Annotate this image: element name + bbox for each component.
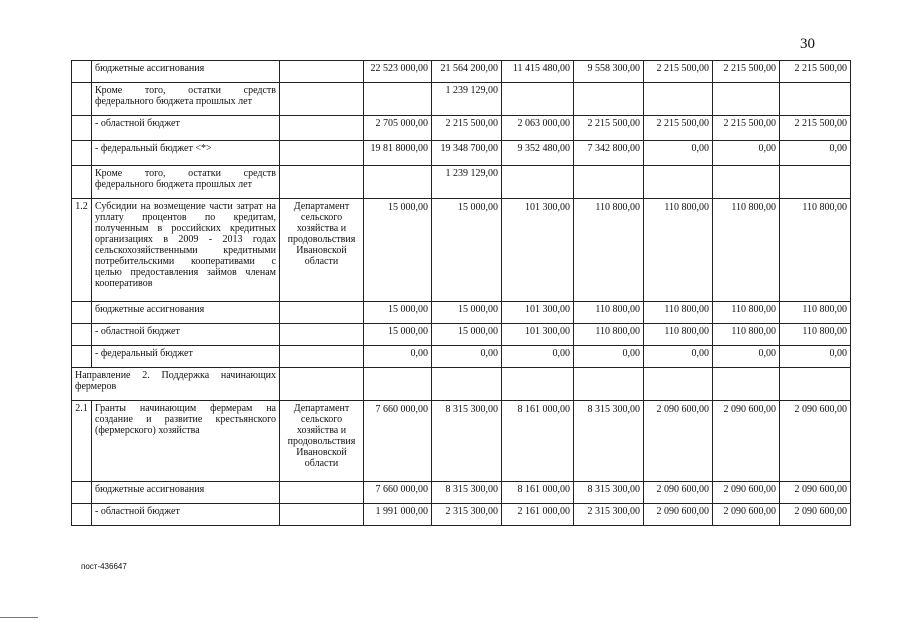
row-label: - областной бюджет: [92, 324, 280, 346]
row-label: Кроме того, остатки средств федерального бюджета прошлых лет: [92, 83, 280, 116]
cell-value: 9 558 300,00: [574, 61, 644, 83]
cell-value: 8 161 000,00: [502, 401, 574, 482]
cell-value: 2 090 600,00: [713, 504, 780, 526]
page-number: 30: [800, 36, 815, 52]
table-row: [72, 83, 851, 116]
cell-value: 0,00: [574, 346, 644, 368]
table-row: [72, 302, 851, 324]
table-row: [72, 166, 851, 199]
cell-value: 0,00: [713, 346, 780, 368]
scan-artifact: [0, 617, 38, 618]
cell-value: 2 090 600,00: [644, 401, 713, 482]
row-label: бюджетные ассигнования: [92, 482, 280, 504]
cell-value: 19 81 8000,00: [364, 141, 432, 166]
cell-value: 101 300,00: [502, 199, 574, 302]
row-label: - федеральный бюджет <*>: [92, 141, 280, 166]
row-label: Кроме того, остатки средств федерального бюджета прошлых лет: [92, 166, 280, 199]
cell-value: 0,00: [713, 141, 780, 166]
cell-value: 2 063 000,00: [502, 116, 574, 141]
cell-value: 2 215 500,00: [644, 61, 713, 83]
budget-table: [71, 60, 851, 526]
table-row: [72, 504, 851, 526]
cell-value: 8 315 300,00: [432, 401, 502, 482]
cell-value: 8 315 300,00: [574, 482, 644, 504]
section-heading: Направление 2. Поддержка начинающих фермеров: [72, 368, 280, 401]
table-row: [72, 141, 851, 166]
cell-value: 2 090 600,00: [780, 401, 851, 482]
cell-value: 7 660 000,00: [364, 401, 432, 482]
cell-value: 2 090 600,00: [780, 504, 851, 526]
cell-value: 110 800,00: [644, 324, 713, 346]
cell-value: 2 090 600,00: [644, 482, 713, 504]
responsible-org: Департамент сельского хозяйства и продовольствия Ивановской области: [280, 401, 364, 482]
table-row: [72, 482, 851, 504]
cell-value: 15 000,00: [432, 324, 502, 346]
cell-value: 2 215 500,00: [713, 61, 780, 83]
cell-value: 8 315 300,00: [432, 482, 502, 504]
cell-value: 19 348 700,00: [432, 141, 502, 166]
cell-value: 2 215 500,00: [432, 116, 502, 141]
table-row: [72, 199, 851, 302]
table-row: [72, 368, 851, 401]
cell-value: 7 660 000,00: [364, 482, 432, 504]
table-row: [72, 116, 851, 141]
cell-value: 110 800,00: [713, 302, 780, 324]
cell-value: 11 415 480,00: [502, 61, 574, 83]
cell-value: 0,00: [644, 346, 713, 368]
cell-value: 110 800,00: [574, 324, 644, 346]
cell-value: 2 215 500,00: [574, 116, 644, 141]
cell-value: 110 800,00: [713, 324, 780, 346]
cell-value: 101 300,00: [502, 302, 574, 324]
cell-value: 1 991 000,00: [364, 504, 432, 526]
table-row: [72, 61, 851, 83]
footer-code: пост-436647: [81, 562, 127, 571]
cell-value: 110 800,00: [644, 302, 713, 324]
cell-value: 1 239 129,00: [432, 83, 502, 116]
table-row: [72, 324, 851, 346]
cell-value: 9 352 480,00: [502, 141, 574, 166]
cell-value: 1 239 129,00: [432, 166, 502, 199]
cell-value: 0,00: [780, 346, 851, 368]
cell-value: 0,00: [644, 141, 713, 166]
table-row: [72, 401, 851, 482]
cell-value: 101 300,00: [502, 324, 574, 346]
row-index: 2.1: [72, 401, 92, 482]
cell-value: 0,00: [502, 346, 574, 368]
table-row: [72, 346, 851, 368]
row-label: - областной бюджет: [92, 504, 280, 526]
cell-value: 22 523 000,00: [364, 61, 432, 83]
row-index: 1.2: [72, 199, 92, 302]
cell-value: 8 315 300,00: [574, 401, 644, 482]
cell-value: 15 000,00: [364, 199, 432, 302]
cell-value: 8 161 000,00: [502, 482, 574, 504]
cell-value: 7 342 800,00: [574, 141, 644, 166]
cell-value: 2 090 600,00: [713, 482, 780, 504]
cell-value: 15 000,00: [432, 199, 502, 302]
cell-value: 15 000,00: [432, 302, 502, 324]
cell-value: 2 090 600,00: [780, 482, 851, 504]
cell-value: 2 215 500,00: [713, 116, 780, 141]
cell-value: 2 090 600,00: [713, 401, 780, 482]
row-label: - федеральный бюджет: [92, 346, 280, 368]
row-label: Субсидии на возмещение части затрат на уплату процентов по кредитам, полученным в российских кредитных организациях в 2009 - 2013 годах сельскохозяйственными кредитными потребительскими кооперативами с целью предоставления займов членам кооперативов: [92, 199, 280, 302]
cell-value: 15 000,00: [364, 302, 432, 324]
cell-value: 110 800,00: [713, 199, 780, 302]
cell-value: 21 564 200,00: [432, 61, 502, 83]
cell-value: 2 215 500,00: [780, 61, 851, 83]
cell-value: 0,00: [432, 346, 502, 368]
cell-value: 110 800,00: [574, 302, 644, 324]
cell-value: 2 161 000,00: [502, 504, 574, 526]
cell-value: 2 705 000,00: [364, 116, 432, 141]
cell-value: 110 800,00: [780, 324, 851, 346]
responsible-org: Департамент сельского хозяйства и продовольствия Ивановской области: [280, 199, 364, 302]
cell-value: 2 215 500,00: [780, 116, 851, 141]
cell-value: 110 800,00: [574, 199, 644, 302]
row-label: Гранты начинающим фермерам на создание и развитие крестьянского (фермерского) хозяйства: [92, 401, 280, 482]
cell-value: 110 800,00: [780, 199, 851, 302]
cell-value: 0,00: [364, 346, 432, 368]
cell-value: 110 800,00: [644, 199, 713, 302]
cell-value: 2 215 500,00: [644, 116, 713, 141]
cell-value: 0,00: [780, 141, 851, 166]
row-label: бюджетные ассигнования: [92, 302, 280, 324]
cell-value: 15 000,00: [364, 324, 432, 346]
cell-value: 2 315 300,00: [432, 504, 502, 526]
cell-value: 2 315 300,00: [574, 504, 644, 526]
cell-value: 2 090 600,00: [644, 504, 713, 526]
row-label: - областной бюджет: [92, 116, 280, 141]
cell-value: 110 800,00: [780, 302, 851, 324]
row-label: бюджетные ассигнования: [92, 61, 280, 83]
